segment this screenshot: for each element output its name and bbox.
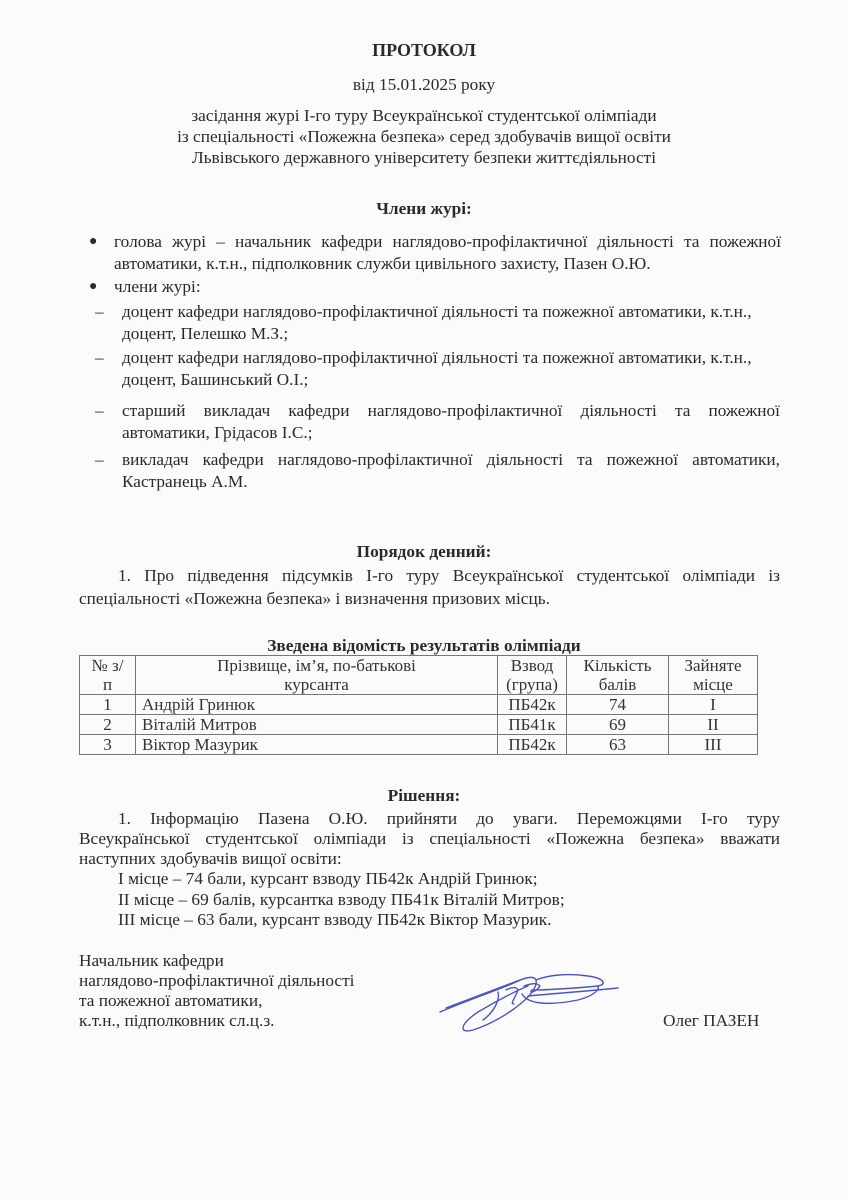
- cell-points: 63: [567, 735, 669, 755]
- dash-icon: –: [95, 450, 104, 469]
- member-line-2: доцент, Башинський О.І.;: [122, 370, 309, 389]
- decision-line-1: 1. Інформацію Пазена О.Ю. прийняти до уваги. Переможцями І-го туру: [118, 809, 780, 828]
- document-date: від 15.01.2025 року: [352, 75, 496, 94]
- signer-name: Олег ПАЗЕН: [663, 1011, 760, 1030]
- member-line-1: старший викладач кафедри наглядово-профілактичної діяльності та пожежної: [122, 401, 780, 420]
- subtitle-line-3: Львівського державного університету безпеки життєдіяльності: [191, 148, 657, 167]
- place-2-line: ІІ місце – 69 балів, курсантка взводу ПБ41к Віталій Митров;: [118, 890, 565, 909]
- agenda-item-line-1: 1. Про підведення підсумків І-го туру Всеукраїнської студентської олімпіади із: [118, 566, 780, 585]
- dash-icon: –: [95, 401, 104, 420]
- chair-line-1: голова журі – начальник кафедри наглядово-профілактичної діяльності та пожежної: [114, 232, 781, 251]
- table-row: [80, 695, 758, 715]
- decision-line-2: Всеукраїнської студентської олімпіади із спеціальності «Пожежна безпека» вважати: [79, 829, 780, 848]
- place-3-line: ІІІ місце – 63 бали, курсант взводу ПБ42к Віктор Мазурик.: [118, 910, 552, 929]
- table-header-row: [80, 656, 758, 695]
- agenda-heading: Порядок денний:: [356, 542, 492, 561]
- bullet-icon: ●: [89, 234, 98, 249]
- subtitle-line-2: із спеціальності «Пожежна безпека» серед здобувачів вищої освіти: [177, 127, 671, 146]
- cell-group: ПБ41к: [498, 715, 567, 735]
- col-header-points: Кількість балів: [567, 656, 669, 695]
- agenda-item-line-2: спеціальності «Пожежна безпека» і визначення призових місць.: [79, 589, 550, 608]
- col-header-name: Прізвище, ім’я, по-батькові курсанта: [136, 656, 498, 695]
- col-header-number: № з/ п: [80, 656, 136, 695]
- cell-place: I: [669, 695, 758, 715]
- bullet-icon: ●: [89, 279, 98, 294]
- table-row: [80, 735, 758, 755]
- cell-name: Віталій Митров: [136, 715, 498, 735]
- signer-position-line-1: Начальник кафедри: [79, 951, 224, 970]
- chair-line-2: автоматики, к.т.н., підполковник служби цивільного захисту, Пазен О.Ю.: [114, 254, 651, 273]
- cell-place: III: [669, 735, 758, 755]
- members-label: члени журі:: [114, 277, 201, 296]
- dash-icon: –: [95, 302, 104, 321]
- signer-position-line-2: наглядово-профілактичної діяльності: [79, 971, 355, 990]
- member-line-1: викладач кафедри наглядово-профілактичної діяльності та пожежної автоматики,: [122, 450, 780, 469]
- cell-points: 74: [567, 695, 669, 715]
- place-1-line: І місце – 74 бали, курсант взводу ПБ42к Андрій Гринюк;: [118, 869, 538, 888]
- cell-points: 69: [567, 715, 669, 735]
- member-line-2: доцент, Пелешко М.З.;: [122, 324, 289, 343]
- cell-number: 3: [80, 735, 136, 755]
- member-line-1: доцент кафедри наглядово-профілактичної діяльності та пожежної автоматики, к.т.н.,: [122, 348, 752, 367]
- cell-number: 2: [80, 715, 136, 735]
- signer-position-line-3: та пожежної автоматики,: [79, 991, 263, 1010]
- cell-place: II: [669, 715, 758, 735]
- results-table: [79, 655, 758, 755]
- member-line-2: автоматики, Грідасов І.С.;: [122, 423, 313, 442]
- table-row: [80, 715, 758, 735]
- col-header-place: Зайняте місце: [669, 656, 758, 695]
- col-header-group: Взвод (група): [498, 656, 567, 695]
- member-line-2: Кастранець А.М.: [122, 472, 248, 491]
- cell-name: Віктор Мазурик: [136, 735, 498, 755]
- jury-heading: Члени журі:: [376, 199, 472, 218]
- cell-group: ПБ42к: [498, 735, 567, 755]
- member-line-1: доцент кафедри наглядово-профілактичної діяльності та пожежної автоматики, к.т.н.,: [122, 302, 752, 321]
- cell-name: Андрій Гринюк: [136, 695, 498, 715]
- dash-icon: –: [95, 348, 104, 367]
- cell-number: 1: [80, 695, 136, 715]
- results-heading: Зведена відомість результатів олімпіади: [267, 636, 581, 655]
- signer-position-line-4: к.т.н., підполковник сл.ц.з.: [79, 1011, 275, 1030]
- decision-heading: Рішення:: [387, 786, 461, 805]
- cell-group: ПБ42к: [498, 695, 567, 715]
- subtitle-line-1: засідання журі І-го туру Всеукраїнської студентської олімпіади: [191, 106, 657, 125]
- decision-line-3: наступних здобувачів вищої освіти:: [79, 849, 342, 868]
- handwritten-signature-icon: [428, 960, 628, 1040]
- document-title: ПРОТОКОЛ: [372, 40, 476, 60]
